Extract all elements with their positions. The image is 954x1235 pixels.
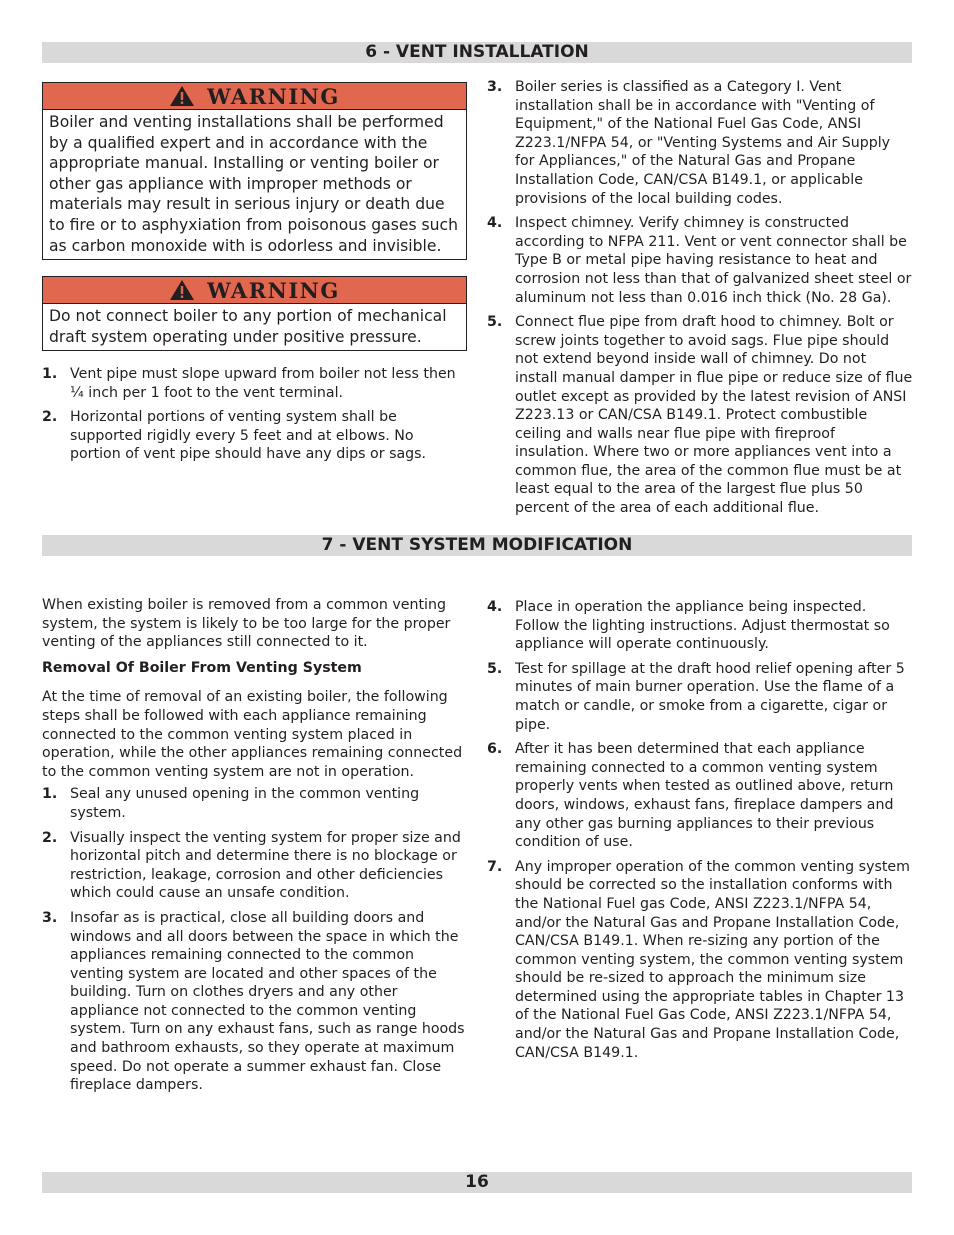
list-item [487, 313, 913, 518]
section-6-right-column [487, 78, 913, 524]
item-text: After it has been determined that each appliance remaining connected to a common venting system properly vents when tested as outlined above, return doors, windows, exhaust fans, fireplace dampers and any other gas burning appliances to their previous condition of use. [515, 741, 894, 851]
item-number: 1. [42, 366, 58, 382]
list-item [42, 909, 470, 1095]
warning-box-1 [42, 82, 467, 260]
section-6-left-list [42, 365, 467, 464]
page-number: 16 [465, 1172, 489, 1192]
section-7-title: 7 - VENT SYSTEM MODIFICATION [321, 535, 633, 555]
item-number: 2. [42, 829, 58, 846]
page-footer [42, 1172, 912, 1193]
list-item [487, 660, 915, 734]
item-text: Boiler series is classified as a Category I. Vent installation shall be in accordance with "Venting of Equipment," of the National Fuel Gas Code, ANSI Z223.1/NFPA 54, or "Venting Systems and Air Supply for Appliances," of the Natural Gas and Propane Installation Code, CAN/CSA B149.1, or applicable provisions of the local building codes. [515, 79, 891, 207]
section-7-left-column [42, 596, 470, 1101]
item-number: 7. [487, 858, 503, 875]
item-text: Vent pipe must slope upward from boiler not less then ¼ inch per 1 foot to the vent terminal. [70, 366, 456, 401]
list-item [42, 408, 467, 464]
item-text: Place in operation the appliance being inspected. Follow the lighting instructions. Adjust thermostat so appliance will operate continuously. [515, 599, 890, 653]
item-number: 3. [487, 79, 503, 95]
section-7-right-list [487, 598, 915, 1062]
warning-header-1 [43, 83, 466, 110]
item-number: 1. [42, 786, 58, 803]
section-6-left-column [42, 365, 467, 470]
item-number: 4. [487, 599, 503, 615]
list-item [42, 365, 467, 402]
item-number: 6. [487, 741, 503, 758]
steps-paragraph: At the time of removal of an existing boiler, the following steps shall be followed with each appliance remaining connected to the common venting system placed in operation, while the other appliances remaining connected to the common venting system are not in operation. [42, 689, 463, 780]
list-item [487, 858, 915, 1063]
warning-text-2: Do not connect boiler to any portion of mechanical draft system operating under positive pressure. [49, 307, 447, 346]
item-text: Connect flue pipe from draft hood to chimney. Bolt or screw joints together to avoid sags. Flue pipe should not extend beyond inside wall of chimney. Do not install manual damper in flue pipe or reduce size of flue outlet except as provided by the latest revision of ANSI Z223.13 or CAN/CSA B149.1. Protect combustible ceiling and walls near flue pipe with fireproof insulation. Where two or more appliances vent into a common flue, the area of the common flue must be at least equal to the area of the largest flue plus 50 percent of the area of each additional flue. [515, 314, 913, 517]
warning-triangle-icon [169, 85, 195, 107]
item-text: Any improper operation of the common venting system should be corrected so the installation conforms with the National Fuel gas Code, ANSI Z223.1/NFPA 54, and/or the Natural Gas and Propane Installation Code, CAN/CSA B149.1. When re-sizing any portion of the common venting system, the common venting system should be re-sized to approach the minimum size determined using the appropriate tables in Chapter 13 of the National Fuel Gas Code, ANSI Z223.1/NFPA 54, and/or the Natural Gas and Propane Installation Code, CAN/CSA B149.1. [515, 858, 910, 1061]
item-number: 2. [42, 409, 58, 426]
list-item [42, 785, 470, 822]
section-7-right-column [487, 598, 915, 1068]
section-6-right-list [487, 78, 913, 518]
warning-header-2 [43, 277, 466, 304]
list-item [487, 740, 915, 852]
item-text: Test for spillage at the draft hood relief opening after 5 minutes of main burner operation. Use the flame of a match or candle, or smoke from a cigarette, cigar or pipe. [515, 660, 905, 733]
intro-paragraph: When existing boiler is removed from a common venting system, the system is likely to be too large for the proper venting of the appliances still connected to it. [42, 597, 451, 651]
item-text: Inspect chimney. Verify chimney is constructed according to NFPA 211. Vent or vent connector shall be Type B or metal pipe having resistance to heat and corrosion not less than that of galvanized sheet steel or aluminum not less than 0.016 inch thick (No. 28 Ga). [515, 215, 912, 306]
item-number: 3. [42, 909, 58, 926]
section-7-header [42, 535, 912, 556]
section-6-title: 6 - VENT INSTALLATION [365, 42, 589, 62]
list-item [487, 214, 913, 307]
item-text: Horizontal portions of venting system shall be supported rigidly every 5 feet and at elbows. No portion of vent pipe should have any dips or sags. [70, 409, 427, 463]
warning-box-2 [42, 276, 467, 351]
item-number: 5. [487, 314, 503, 331]
section-6-header [42, 42, 912, 63]
list-item [487, 78, 913, 208]
warning-label-1: WARNING [207, 84, 340, 109]
warning-text-1: Boiler and venting installations shall be performed by a qualified expert and in accordance with the appropriate manual. Installing or venting boiler or other gas appliance with improper methods or materials may result in serious injury or death due to fire or to asphyxiation from poisonous gases such as carbon monoxide with is odorless and invisible. [49, 113, 458, 255]
item-number: 4. [487, 215, 503, 232]
list-item [42, 829, 470, 903]
list-item [487, 598, 915, 654]
section-7-left-list [42, 785, 470, 1095]
warning-label-2: WARNING [207, 278, 340, 303]
item-number: 5. [487, 660, 503, 677]
warning-triangle-icon [169, 279, 195, 301]
subheading: Removal Of Boiler From Venting System [42, 659, 362, 676]
item-text: Seal any unused opening in the common venting system. [70, 786, 420, 821]
item-text: Insofar as is practical, close all building doors and windows and all doors between the space in which the appliances remaining connected to the common venting system are located and other spaces of the building. Turn on clothes dryers and any other appliance not connected to the common venting system. Turn on any exhaust fans, such as range hoods and bathroom exhausts, so they operate at maximum speed. Do not operate a summer exhaust fan. Close fireplace dampers. [70, 909, 465, 1094]
item-text: Visually inspect the venting system for proper size and horizontal pitch and determine there is no blockage or restriction, leakage, corrosion and other deficiencies which could cause an unsafe condition. [70, 829, 461, 902]
